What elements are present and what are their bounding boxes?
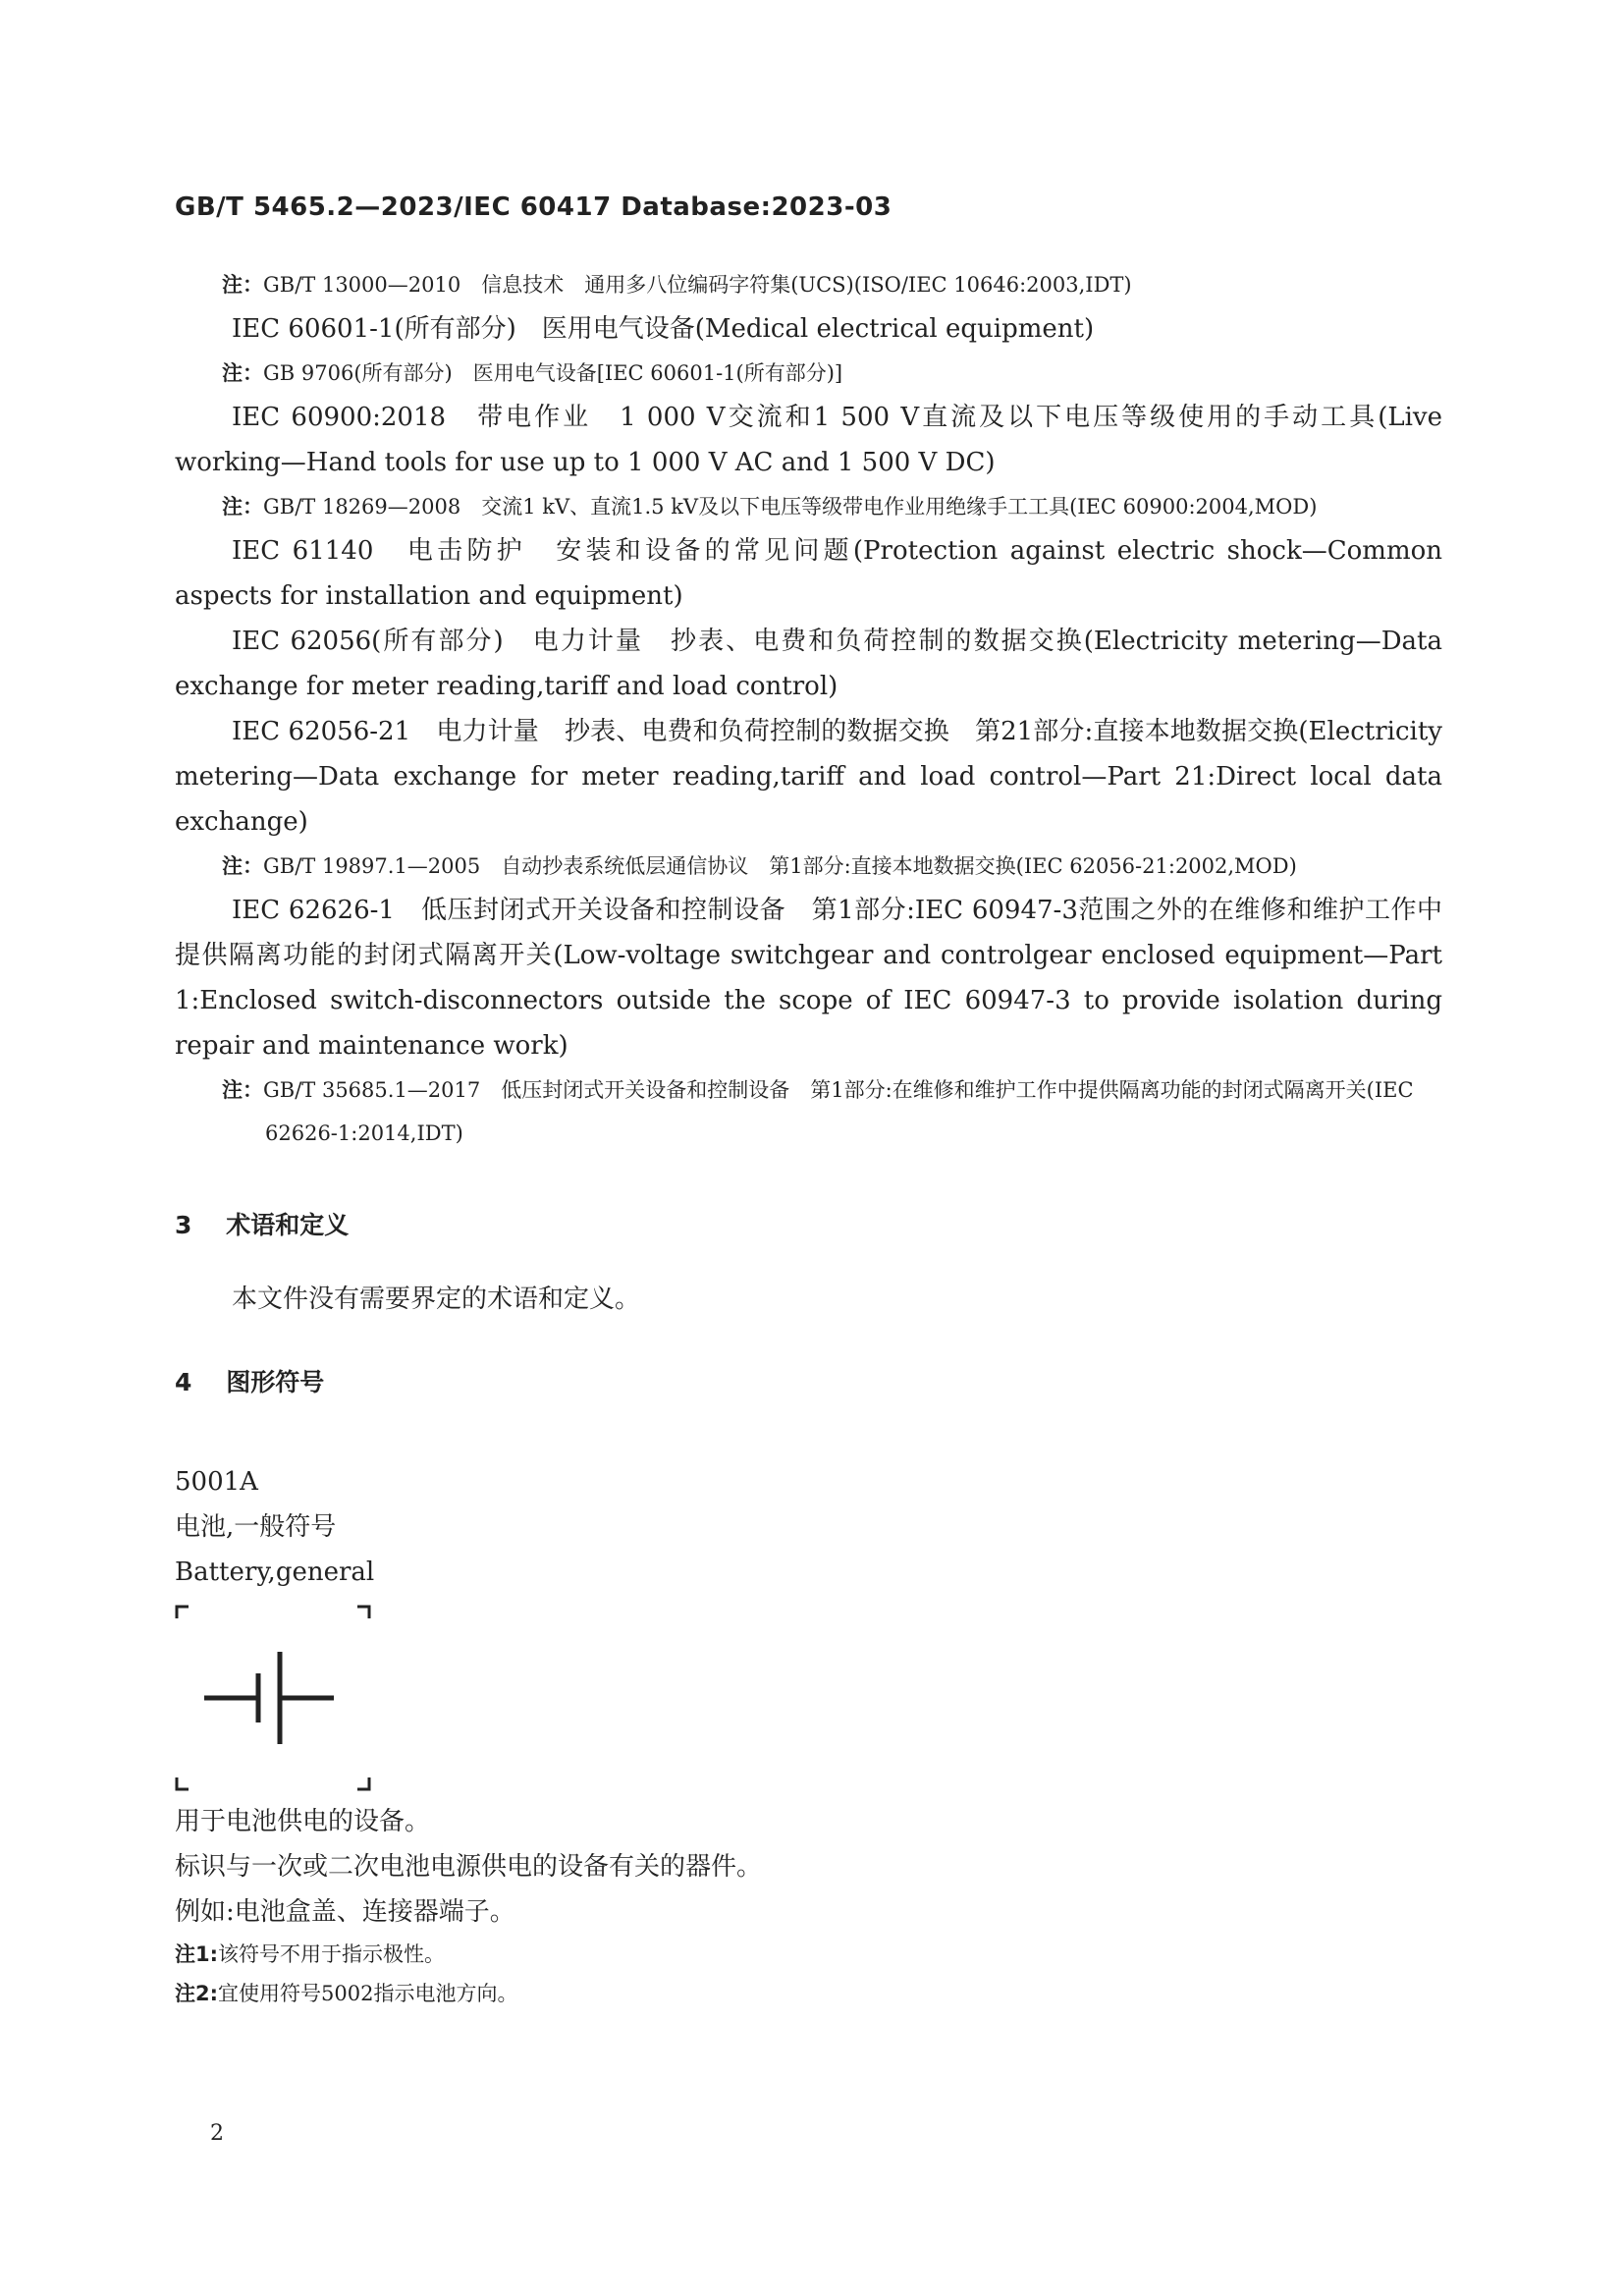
- note-label: 注：: [222, 361, 263, 385]
- symbol-figure: [175, 1603, 371, 1795]
- reference-item: IEC 61140 电击防护 安装和设备的常见问题(Protection against electric shock—Common aspects for installation and equipment): [175, 536, 1442, 611]
- page-number: 2: [210, 2121, 224, 2146]
- note-text: GB/T 35685.1—2017 低压封闭式开关设备和控制设备 第1部分:在维修和维护工作中提供隔离功能的封闭式隔离开关(IEC 62626-1:2014,IDT): [263, 1078, 1414, 1145]
- note-1-label: 注1:: [175, 1942, 219, 1966]
- section-3-body: 本文件没有需要界定的术语和定义。: [232, 1285, 641, 1314]
- document-header: GB/T 5465.2—2023/IEC 60417 Database:2023-03: [175, 192, 893, 222]
- reference-note: [222, 352, 1442, 395]
- symbol-description-3: 例如:电池盒盖、连接器端子。: [175, 1897, 515, 1927]
- document-body: [175, 263, 1442, 2013]
- note-text: GB 9706(所有部分) 医用电气设备[IEC 60601-1(所有部分)]: [263, 361, 843, 385]
- note-text: GB/T 18269—2008 交流1 kV、直流1.5 kV及以下电压等级带电作业用绝缘手工工具(IEC 60900:2004,MOD): [263, 495, 1318, 519]
- section-3-title: 术语和定义: [226, 1211, 350, 1239]
- reference-note: [222, 1068, 1442, 1155]
- symbol-code: 5001A: [175, 1467, 258, 1497]
- reference-item: IEC 62056(所有部分) 电力计量 抄表、电费和负荷控制的数据交换(Electricity metering—Data exchange for meter reading,tariff and load control): [175, 627, 1442, 701]
- symbol-note-2: [175, 1974, 1442, 2013]
- note-label: 注：: [222, 854, 263, 878]
- section-3-heading: [175, 1204, 1442, 1247]
- note-label: 注：: [222, 1078, 263, 1102]
- note-1-text: 该符号不用于指示极性。: [218, 1942, 446, 1966]
- section-4-number: 4: [175, 1368, 192, 1396]
- symbol-description-2: 标识与一次或二次电池电源供电的设备有关的器件。: [175, 1852, 763, 1882]
- symbol-name-en: Battery,general: [175, 1558, 375, 1587]
- note-2-text: 宜使用符号5002指示电池方向。: [218, 1982, 518, 2005]
- note-label: 注：: [222, 273, 263, 297]
- reference-note: [222, 845, 1442, 888]
- note-2-label: 注2:: [175, 1982, 219, 2005]
- note-text: GB/T 19897.1—2005 自动抄表系统低层通信协议 第1部分:直接本地数据交换(IEC 62056-21:2002,MOD): [263, 854, 1297, 878]
- symbol-note-1: [175, 1935, 1442, 1974]
- symbol-description-1: 用于电池供电的设备。: [175, 1807, 431, 1836]
- symbol-entry: [175, 1459, 1442, 2013]
- battery-icon: [175, 1603, 371, 1795]
- section-4-heading: [175, 1361, 1442, 1404]
- section-3-number: 3: [175, 1211, 192, 1239]
- reference-item: IEC 62056-21 电力计量 抄表、电费和负荷控制的数据交换 第21部分:直接本地数据交换(Electricity metering—Data exchange for meter reading,tariff and load control—Part 21:Direct local data exchange): [175, 717, 1442, 837]
- reference-note: [222, 485, 1442, 528]
- symbol-name-zh: 电池,一般符号: [175, 1512, 337, 1542]
- reference-item: IEC 60601-1(所有部分) 医用电气设备(Medical electrical equipment): [232, 314, 1095, 344]
- note-text: GB/T 13000—2010 信息技术 通用多八位编码字符集(UCS)(ISO/IEC 10646:2003,IDT): [263, 273, 1132, 297]
- note-label: 注：: [222, 495, 263, 519]
- reference-note: [222, 263, 1442, 306]
- reference-item: IEC 60900:2018 带电作业 1 000 V交流和1 500 V直流及以下电压等级使用的手动工具(Live working—Hand tools for use up to 1 000 V AC and 1 500 V DC): [175, 403, 1442, 477]
- section-4-title: 图形符号: [226, 1368, 325, 1396]
- reference-item: IEC 62626-1 低压封闭式开关设备和控制设备 第1部分:IEC 60947-3范围之外的在维修和维护工作中提供隔离功能的封闭式隔离开关(Low-voltage switchgear and controlgear enclosed equipment—Part 1:Enclosed switch-disconnectors outside the scope of IEC 60947-3 to provide isolation during repair and maintenance work): [175, 896, 1442, 1061]
- normative-references: [175, 263, 1442, 1155]
